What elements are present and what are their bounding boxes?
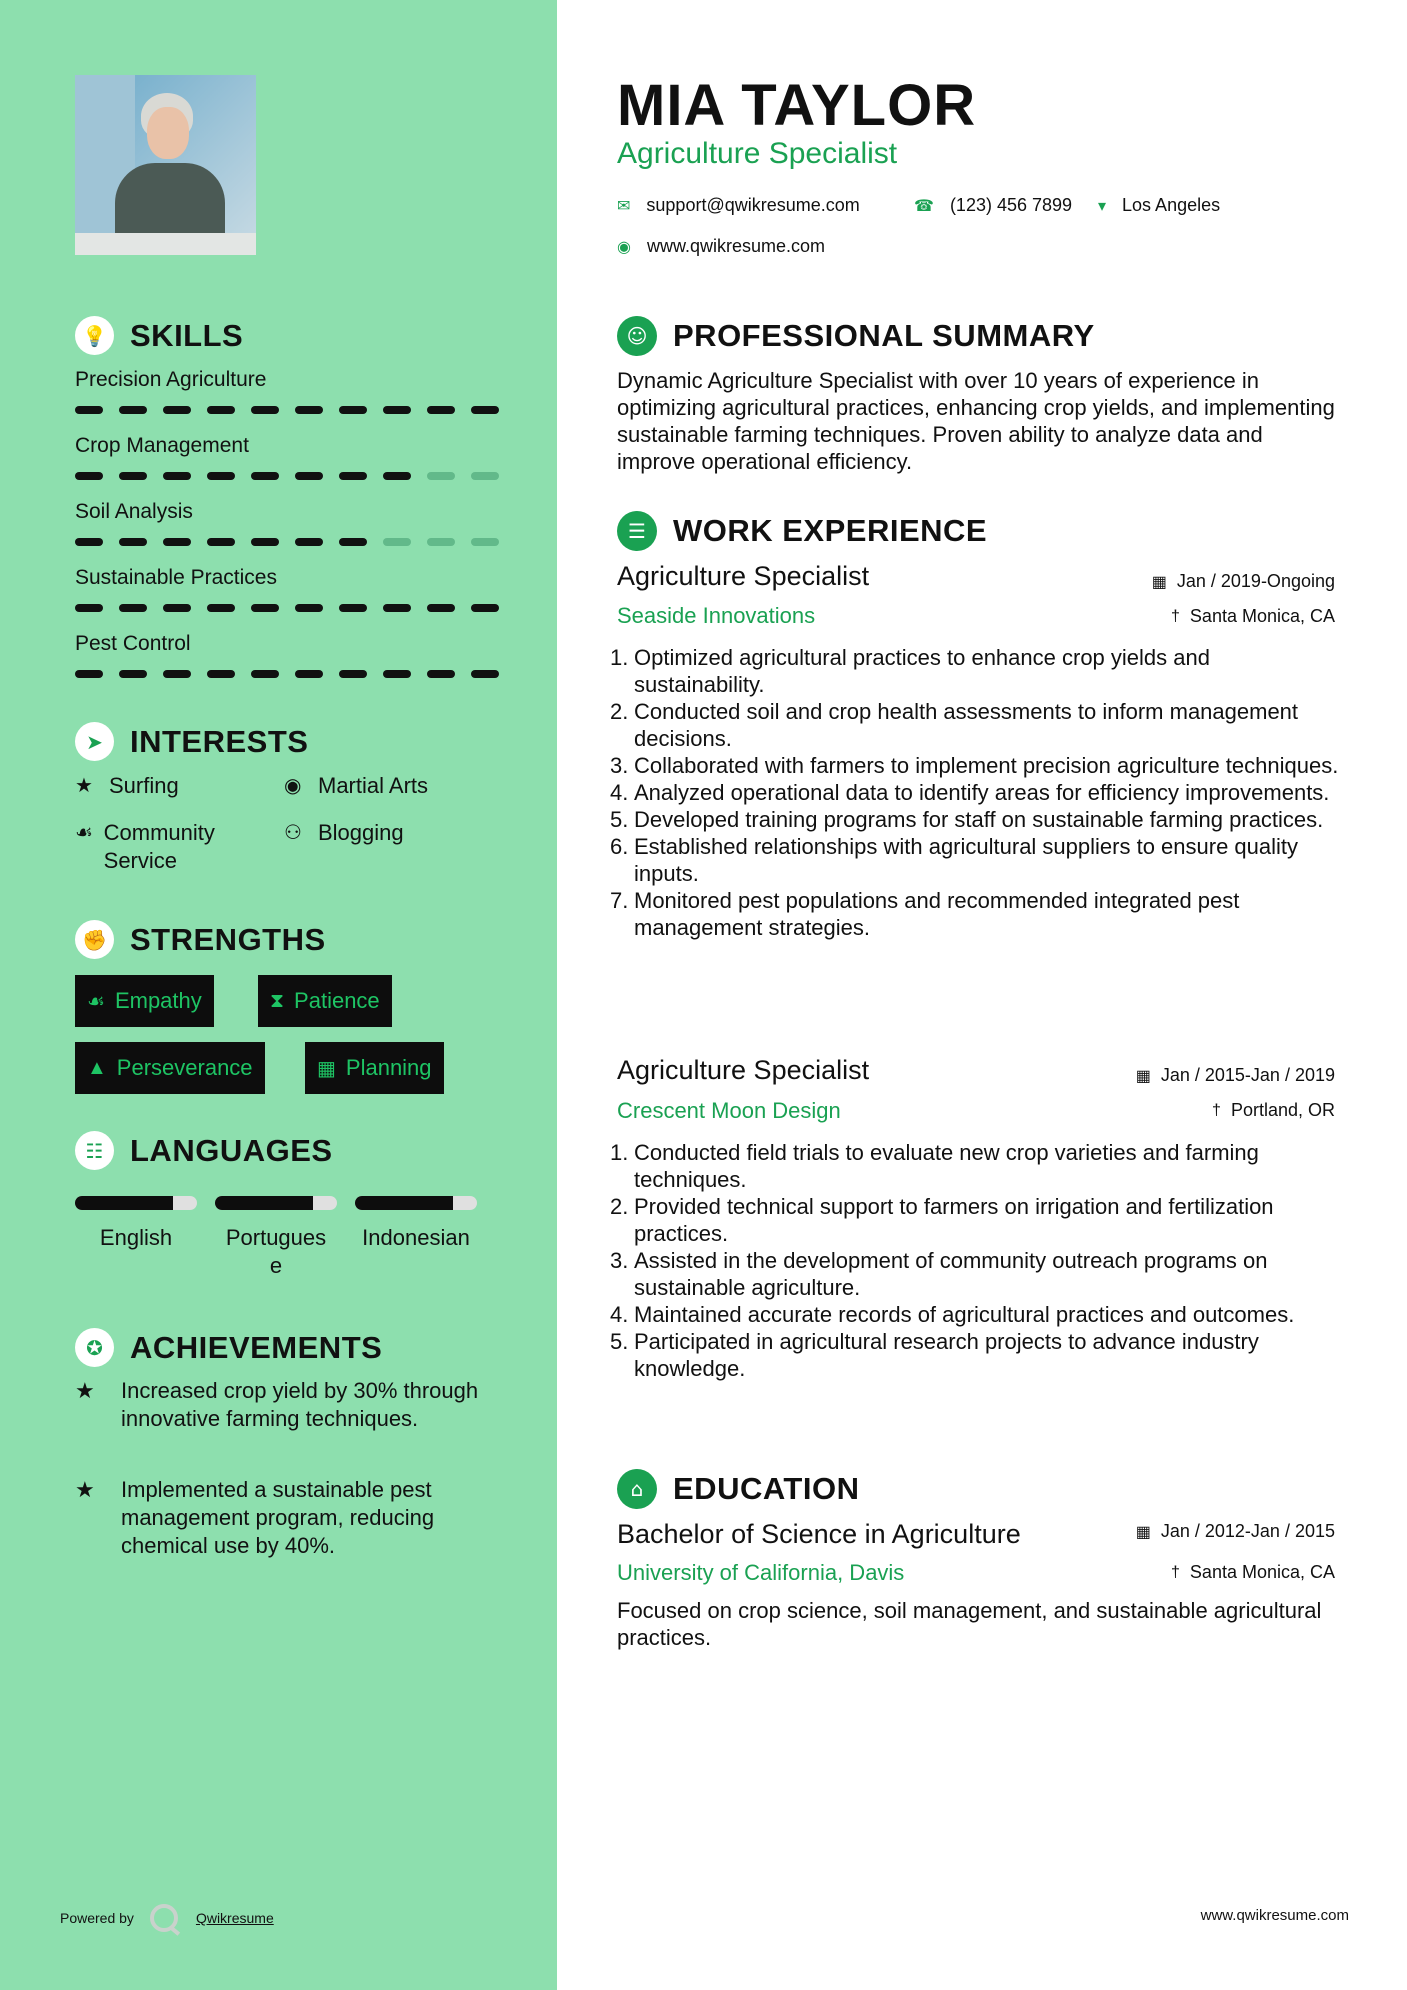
profile-photo — [75, 75, 256, 255]
summary-heading: ☺ PROFESSIONAL SUMMARY — [617, 316, 1095, 356]
interest-item: ⚇ Blogging — [284, 820, 404, 845]
skill-level-dash — [471, 472, 499, 480]
skill-level-dash — [295, 472, 323, 480]
strength-badge: ⧗ Patience — [258, 975, 392, 1027]
skill-level-dash — [75, 406, 103, 414]
job-bullet — [610, 698, 1340, 752]
interests-heading: ➤ INTERESTS — [75, 722, 308, 761]
footer-website[interactable]: www.qwikresume.com — [1200, 1907, 1349, 1924]
skill-level-bar — [0, 472, 425, 480]
website-contact[interactable]: ◉ www.qwikresume.com — [617, 236, 826, 256]
language-label: Indonesian — [362, 1225, 470, 1250]
skill-level-bar — [0, 406, 425, 414]
skill-level-dash — [339, 472, 367, 480]
bullet-text: Developed training programs for staff on sustainable farming practices. — [634, 807, 1324, 832]
job-dates: ▦ Jan / 2019-Ongoing — [1151, 571, 1335, 591]
trophy-star-icon: ★ — [75, 1378, 95, 1403]
skill-level-dash — [251, 538, 279, 546]
bullet-text: Conducted field trials to evaluate new crop varieties and farming techniques. — [634, 1140, 1259, 1192]
job-location: † Santa Monica, CA — [1171, 606, 1335, 626]
users-icon: ⚇ — [284, 822, 302, 844]
skill-level-dash — [75, 604, 103, 612]
bullet-text: Maintained accurate records of agricultural practices and outcomes. — [634, 1302, 1295, 1327]
bullet-number: 1. — [610, 645, 629, 670]
handshake-icon: ☙ — [87, 990, 105, 1013]
interest-item: ☙ Community Service — [75, 820, 215, 873]
skill-level-dash — [119, 406, 147, 414]
degree-title: Bachelor of Science in Agriculture — [617, 1519, 1021, 1549]
job-location: † Portland, OR — [1212, 1100, 1335, 1120]
job-bullet-list — [610, 644, 1340, 941]
education-description: Focused on crop science, soil management, and sustainable agricultural practices. — [617, 1598, 1322, 1650]
job-bullet — [610, 779, 1340, 806]
experience-heading: ☰ WORK EXPERIENCE — [617, 511, 987, 551]
skill-level-dash — [207, 472, 235, 480]
skill-level-dash — [383, 670, 411, 678]
skill-level-dash — [339, 538, 367, 546]
road-icon: ▲ — [87, 1056, 107, 1079]
skill-level-dash — [251, 604, 279, 612]
skill-level-dash — [427, 670, 455, 678]
skill-level-dash — [75, 472, 103, 480]
skill-level-dash — [295, 538, 323, 546]
language-level-bar — [75, 1196, 197, 1210]
pin-icon: † — [1171, 607, 1180, 625]
achievement-item: ★ Increased crop yield by 30% through innovative farming techniques. — [75, 1378, 479, 1431]
bullet-text: Conducted soil and crop health assessments to inform management decisions. — [634, 699, 1299, 751]
skill-level-dash — [163, 406, 191, 414]
star-badge-icon: ✪ — [75, 1328, 114, 1367]
skill-level-dash — [339, 406, 367, 414]
skill-name: Sustainable Practices — [75, 566, 277, 589]
education-heading: ⌂ EDUCATION — [617, 1469, 859, 1509]
location-contact: ▾ Los Angeles — [1098, 195, 1221, 215]
bullet-text: Established relationships with agricultural suppliers to ensure quality inputs. — [634, 834, 1299, 886]
skill-level-dash — [207, 604, 235, 612]
skill-level-dash — [427, 472, 455, 480]
skill-level-dash — [251, 406, 279, 414]
achievement-item: ★ Implemented a sustainable pest management program, reducing chemical use by 40%. — [75, 1477, 435, 1558]
powered-by: Powered by Qwikresume — [60, 1904, 274, 1932]
bullet-text: Provided technical support to farmers on irrigation and fertilization practices. — [634, 1194, 1274, 1246]
job-bullet — [610, 833, 1340, 887]
skill-level-dash — [207, 406, 235, 414]
skill-level-dash — [251, 670, 279, 678]
skill-level-dash — [163, 604, 191, 612]
trophy-star-icon: ★ — [75, 1477, 95, 1502]
education-location: † Santa Monica, CA — [1171, 1562, 1335, 1582]
skill-level-dash — [119, 538, 147, 546]
job-bullet — [610, 1193, 1340, 1247]
skill-level-dash — [163, 670, 191, 678]
bullet-number: 2. — [610, 699, 629, 724]
skills-heading: 💡 SKILLS — [75, 316, 243, 355]
skill-level-dash — [383, 472, 411, 480]
bullet-number: 2. — [610, 1194, 629, 1219]
phone-icon: ☎ — [914, 197, 934, 215]
job-bullet — [610, 887, 1340, 941]
bullet-number: 7. — [610, 888, 629, 913]
skill-level-dash — [383, 538, 411, 546]
email-contact[interactable]: ✉ support@qwikresume.com — [617, 195, 860, 215]
map-marker-icon: ▾ — [1098, 197, 1107, 215]
strengths-heading: ✊ STRENGTHS — [75, 920, 326, 959]
languages-heading: ☷ LANGUAGES — [75, 1131, 333, 1170]
job-bullet — [610, 806, 1340, 833]
globe-icon: ◉ — [617, 238, 631, 256]
skill-level-dash — [295, 670, 323, 678]
achievements-heading: ✪ ACHIEVEMENTS — [75, 1328, 382, 1367]
handshake-icon: ☙ — [75, 822, 93, 844]
skill-level-dash — [207, 538, 235, 546]
skill-level-dash — [119, 670, 147, 678]
bullet-text: Participated in agricultural research projects to advance industry knowledge. — [634, 1329, 1259, 1381]
skill-level-dash — [339, 670, 367, 678]
lightbulb-icon: 💡 — [75, 316, 114, 355]
language-label: English — [99, 1225, 173, 1250]
job-bullet — [610, 644, 1340, 698]
skill-level-dash — [163, 472, 191, 480]
bullet-number: 6. — [610, 834, 629, 859]
pin-icon: † — [1171, 1563, 1180, 1581]
skill-level-dash — [383, 406, 411, 414]
skill-name: Precision Agriculture — [75, 368, 267, 391]
calendar-icon: ▦ — [317, 1057, 336, 1080]
bullet-number: 3. — [610, 753, 629, 778]
skill-level-dash — [163, 538, 191, 546]
bullet-text: Optimized agricultural practices to enhance crop yields and sustainability. — [634, 645, 1210, 697]
company-name: Crescent Moon Design — [617, 1098, 841, 1123]
skill-level-dash — [119, 604, 147, 612]
skill-level-dash — [295, 604, 323, 612]
graduate-icon: ⌂ — [617, 1469, 657, 1509]
skill-level-bar — [0, 538, 425, 546]
envelope-icon: ✉ — [617, 197, 631, 215]
bullet-number: 5. — [610, 1329, 629, 1354]
bullet-number: 5. — [610, 807, 629, 832]
language-level-fill — [355, 1196, 453, 1210]
language-level-bar — [215, 1196, 337, 1210]
skill-level-dash — [75, 670, 103, 678]
phone-contact[interactable]: ☎ (123) 456 7899 — [914, 195, 1073, 215]
job-bullet — [610, 1139, 1340, 1193]
language-level-fill — [215, 1196, 313, 1210]
school-name: University of California, Davis — [617, 1560, 905, 1585]
company-name: Seaside Innovations — [617, 603, 816, 628]
interest-item: ◉ Martial Arts — [284, 773, 429, 798]
bullet-number: 1. — [610, 1140, 629, 1165]
candidate-name: MIA TAYLOR — [617, 73, 977, 138]
skill-level-dash — [339, 604, 367, 612]
interest-item: ★ Surfing — [75, 773, 179, 798]
fist-icon: ✊ — [75, 920, 114, 959]
language-label: Portuguese — [225, 1225, 327, 1278]
job-title: Agriculture Specialist — [617, 561, 870, 591]
skill-level-dash — [427, 538, 455, 546]
pin-icon: † — [1212, 1101, 1221, 1119]
candidate-title: Agriculture Specialist — [617, 137, 898, 170]
skill-level-dash — [471, 406, 499, 414]
strength-badge: ▦ Planning — [305, 1042, 444, 1094]
skill-name: Crop Management — [75, 434, 249, 457]
skill-level-dash — [471, 604, 499, 612]
globe-icon: ◉ — [284, 775, 302, 797]
calendar-icon: ▦ — [1151, 573, 1167, 591]
briefcase-icon: ☰ — [617, 511, 657, 551]
bullet-number: 4. — [610, 780, 629, 805]
language-level-bar — [355, 1196, 477, 1210]
skill-level-dash — [471, 538, 499, 546]
language-level-fill — [75, 1196, 173, 1210]
language-icon: ☷ — [75, 1131, 114, 1170]
skill-level-dash — [251, 472, 279, 480]
bullet-text: Monitored pest populations and recommended integrated pest management strategies. — [634, 888, 1240, 940]
strength-badge: ▲ Perseverance — [75, 1042, 265, 1094]
calendar-icon: ▦ — [1135, 1067, 1151, 1085]
education-dates: ▦ Jan / 2012-Jan / 2015 — [1135, 1521, 1335, 1541]
bullet-text: Collaborated with farmers to implement precision agriculture techniques. — [634, 753, 1339, 778]
star-icon: ★ — [75, 775, 93, 797]
skill-level-dash — [295, 406, 323, 414]
skill-level-dash — [471, 670, 499, 678]
job-dates: ▦ Jan / 2015-Jan / 2019 — [1135, 1065, 1335, 1085]
summary-text: Dynamic Agriculture Specialist with over 10 years of experience in optimizing agricultural practices, enhancing crop yields, and implementing sustainable farming techniques. Proven ability to analyze data and improve operational efficiency. — [617, 368, 1335, 474]
bullet-number: 4. — [610, 1302, 629, 1327]
skill-level-bar — [0, 604, 425, 612]
calendar-icon: ▦ — [1135, 1523, 1151, 1541]
user-icon: ☺ — [617, 316, 657, 356]
skill-level-dash — [383, 604, 411, 612]
skill-level-dash — [119, 472, 147, 480]
sidebar — [0, 0, 557, 1990]
qwikresume-link[interactable]: Qwikresume — [195, 1910, 274, 1926]
skill-level-bar — [0, 670, 425, 678]
main-column — [557, 0, 1407, 1990]
skill-name: Pest Control — [75, 632, 191, 655]
job-bullet — [610, 752, 1340, 779]
skill-name: Soil Analysis — [75, 500, 193, 523]
qwikresume-logo-icon — [150, 1904, 178, 1932]
bullet-number: 3. — [610, 1248, 629, 1273]
skill-level-dash — [75, 538, 103, 546]
paper-plane-icon: ➤ — [75, 722, 114, 761]
skill-level-dash — [207, 670, 235, 678]
job-bullet — [610, 1247, 1340, 1301]
skill-level-dash — [427, 604, 455, 612]
hourglass-icon: ⧗ — [270, 989, 285, 1012]
job-bullet — [610, 1328, 1340, 1382]
job-bullet — [610, 1301, 1340, 1328]
skill-level-dash — [427, 406, 455, 414]
strength-badge: ☙ Empathy — [75, 975, 214, 1027]
job-bullet-list — [610, 1139, 1340, 1382]
bullet-text: Assisted in the development of community outreach programs on sustainable agriculture. — [634, 1248, 1268, 1300]
bullet-text: Analyzed operational data to identify areas for efficiency improvements. — [634, 780, 1330, 805]
job-title: Agriculture Specialist — [617, 1055, 870, 1085]
